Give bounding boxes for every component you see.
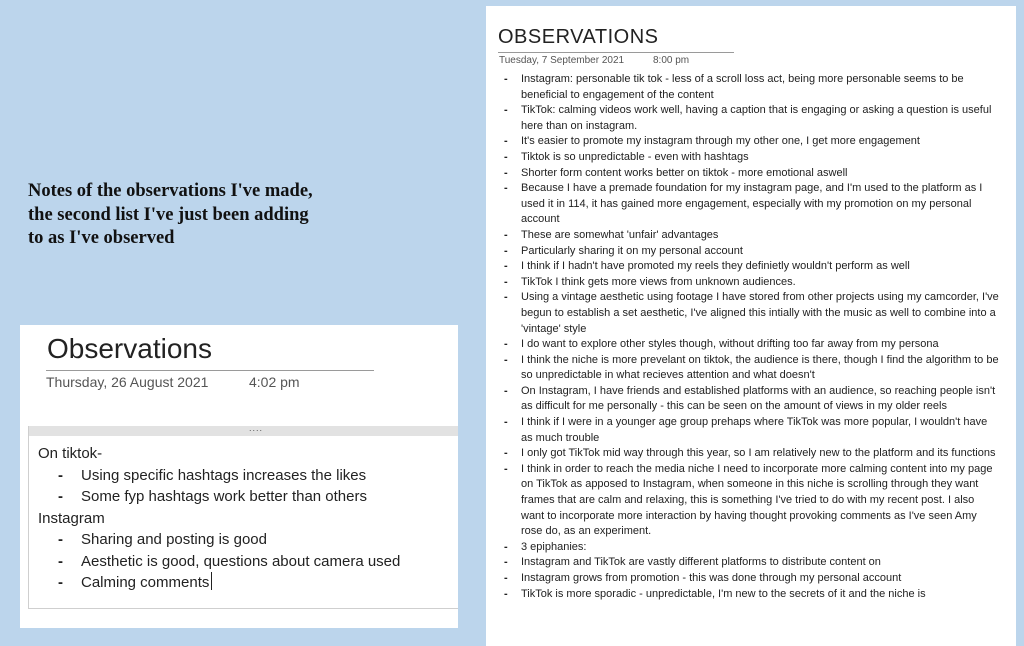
grip-dots-icon: .... <box>249 423 264 433</box>
list-item[interactable]: - TikTok: calming videos work well, having a caption that is engaging or asking a question is useful here than on instagram. <box>500 103 1000 134</box>
note-title[interactable]: Observations <box>47 333 212 364</box>
list-item[interactable]: - Using a vintage aesthetic using footage I have stored from other projects using my camcorder, I've begun to establish a set aesthetic, I've aligned this intially with the music as well to combine into a 'vintage' style <box>500 290 1000 337</box>
caption-text: Notes of the observations I've made, the second list I've just been adding to as I've observed <box>28 181 313 248</box>
list-item[interactable]: - I think the niche is more prevelant on tiktok, the audience is there, though I find the algorithm to be so unpredictable in what recieves attention and what doesn't <box>500 353 1000 384</box>
list-item[interactable]: - I only got TikTok mid way through this year, so I am relatively new to the platform and its functions <box>500 446 1000 462</box>
bullet-line[interactable]: - Aesthetic is good, questions about camera used <box>38 551 400 573</box>
list-item[interactable]: - I think in order to reach the media niche I need to incorporate more calming content into my page on TikTok as apposed to Instagram, when someone in this niche is scrolling through they want frames that are calm and relaxing, this is something I've tried to do with my recent post. I also want to incorporate more interaction by having thought provoking comments as I've seen Amy rose do, as an experiment. <box>500 462 1000 540</box>
note-date: Tuesday, 7 September 2021 <box>499 55 625 66</box>
bullet-line[interactable]: - Some fyp hashtags work better than others <box>38 486 400 508</box>
note-time: 4:02 pm <box>249 374 300 390</box>
list-item[interactable]: - Instagram and TikTok are vastly different platforms to distribute content on <box>500 555 1000 571</box>
bullet-line[interactable]: - Using specific hashtags increases the likes <box>38 465 400 487</box>
heading-line[interactable]: On tiktok- <box>38 445 103 462</box>
observations-note-september <box>486 6 1016 646</box>
list-item[interactable]: - Instagram: personable tik tok - less of a scroll loss act, being more personable seems to be beneficial to engagement of the content <box>500 72 1000 103</box>
list-item[interactable]: - I think if I hadn't have promoted my reels they definietly wouldn't perform as well <box>500 259 1000 275</box>
list-item[interactable]: - These are somewhat 'unfair' advantages <box>500 228 1000 244</box>
list-item[interactable]: - Shorter form content works better on tiktok - more emotional aswell <box>500 166 1000 182</box>
text-cursor <box>211 572 212 590</box>
note-title[interactable]: OBSERVATIONS <box>498 26 659 48</box>
observation-list <box>500 72 1000 602</box>
note-date: Thursday, 26 August 2021 <box>46 374 209 390</box>
heading-line[interactable]: Instagram <box>38 509 105 527</box>
list-item[interactable]: - TikTok is more sporadic - unpredictable, I'm new to the secrets of it and the niche is <box>500 587 1000 603</box>
list-item[interactable]: - I think if I were in a younger age group prehaps where TikTok was more popular, I wouldn't have as much trouble <box>500 415 1000 446</box>
note-content[interactable] <box>38 443 400 594</box>
list-item[interactable]: - Tiktok is so unpredictable - even with hashtags <box>500 150 1000 166</box>
list-item[interactable]: - 3 epiphanies: <box>500 540 1000 556</box>
title-underline <box>46 370 374 371</box>
list-item[interactable]: - I do want to explore other styles though, without drifting too far away from my persona <box>500 337 1000 353</box>
bullet-line[interactable] <box>38 572 400 594</box>
bullet-text: Calming comments <box>81 574 210 591</box>
title-underline <box>498 52 734 53</box>
observations-note-august <box>20 325 458 628</box>
list-item[interactable]: - Because I have a premade foundation for my instagram page, and I'm used to the platform as I used it in 114, it has gained more engagement, especially with my promotion on my personal account <box>500 181 1000 228</box>
container-drag-handle[interactable] <box>29 423 458 436</box>
list-item[interactable]: - TikTok I think gets more views from unknown audiences. <box>500 275 1000 291</box>
list-item[interactable]: - It's easier to promote my instagram through my other one, I get more engagement <box>500 134 1000 150</box>
list-item[interactable]: - On Instagram, I have friends and established platforms with an audience, so reaching people isn't as difficult for me personally - this can be seen on the amount of views in my older reels <box>500 384 1000 415</box>
list-item[interactable]: - Particularly sharing it on my personal account <box>500 244 1000 260</box>
list-item[interactable]: - Instagram grows from promotion - this was done through my personal account <box>500 571 1000 587</box>
bullet-line[interactable]: - Sharing and posting is good <box>38 529 400 551</box>
note-time: 8:00 pm <box>653 55 690 66</box>
